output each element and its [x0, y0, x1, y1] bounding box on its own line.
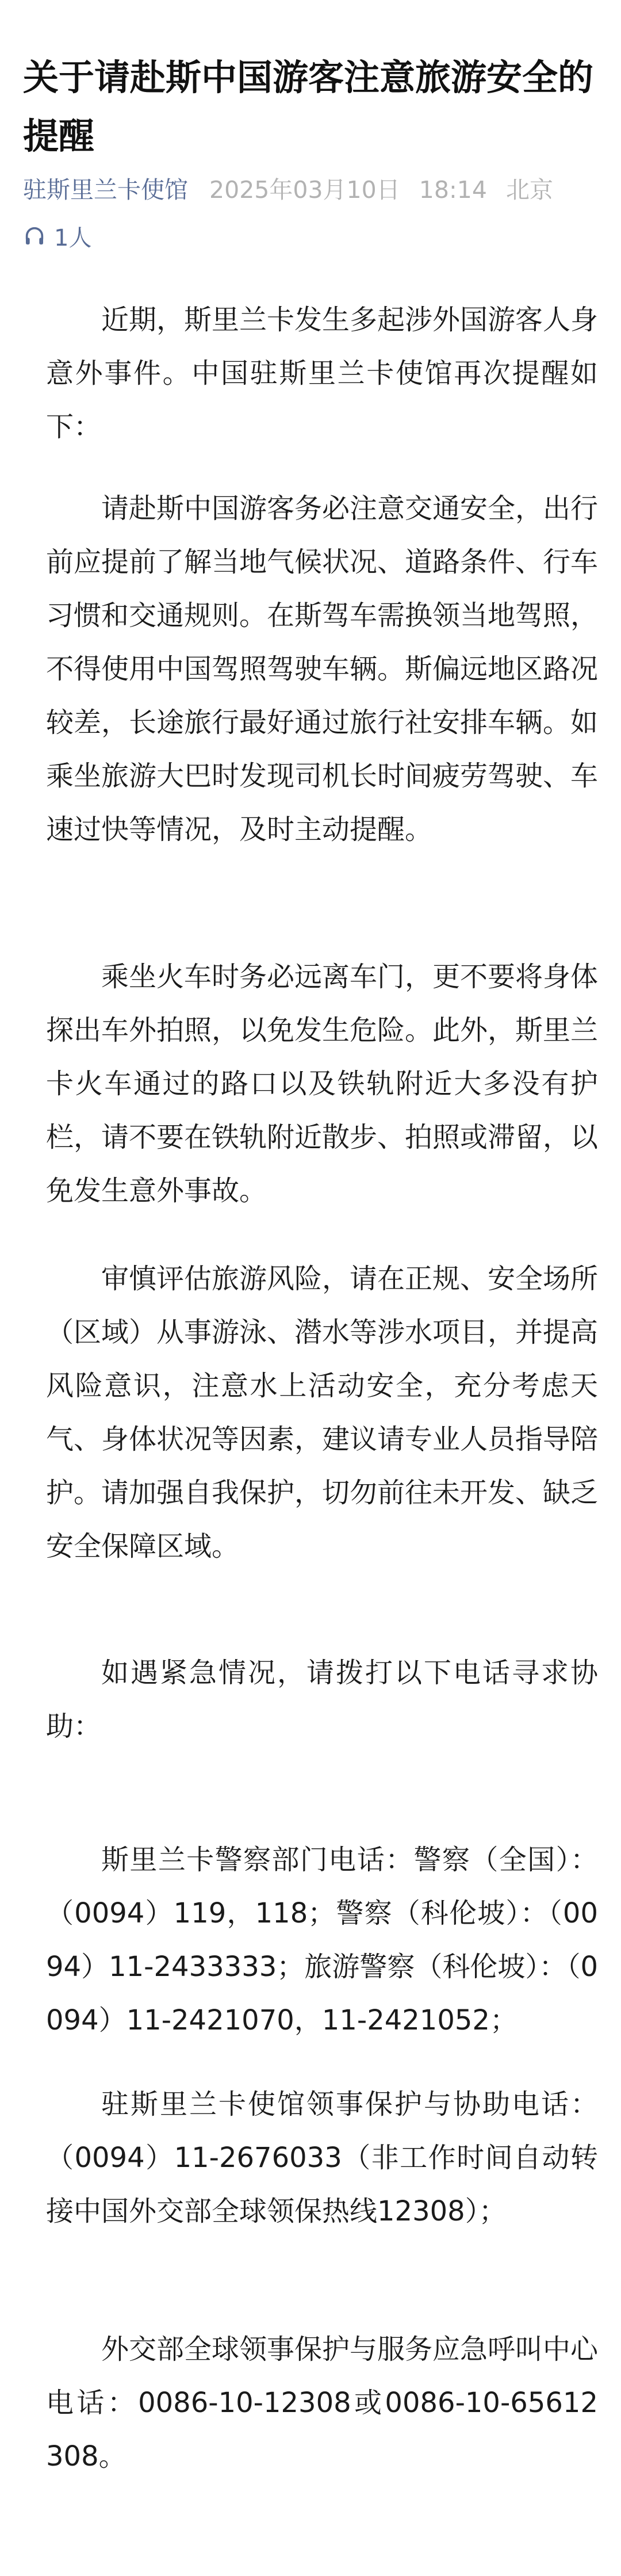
paragraph-emergency-intro: 如遇紧急情况，请拨打以下电话寻求协助：	[46, 1657, 598, 1742]
paragraph-water-safety: 审慎评估旅游风险，请在正规、安全场所（区域）从事游泳、潜水等涉水项目，并提高风险意识，注意水上活动安全，充分考虑天气、身体状况等因素，建议请专业人员指导陪护。请加强自我保护，切勿前往未开发、缺乏安全保障区域。	[46, 1263, 599, 1562]
listen-button[interactable]	[23, 217, 91, 254]
publish-time: 18:14	[419, 176, 487, 204]
publish-location: 北京	[505, 176, 553, 204]
publish-date: 2025年03月10日	[209, 176, 400, 204]
paragraph-mfa-hotline: 外交部全球领事保护与服务应急呼叫中心电话：0086-10-12308或0086-10-65612308。	[46, 2333, 599, 2472]
listen-count: 1人	[54, 224, 92, 251]
paragraph-police-phones: 斯里兰卡警察部门电话：警察（全国）：（0094）119，118；警察（科伦坡）：（0094）11-2433333；旅游警察（科伦坡）：（0094）11-2421070，11-2421052；	[46, 1844, 598, 2036]
article-meta	[23, 171, 598, 208]
headphones-icon	[23, 224, 46, 247]
paragraph-embassy-phone: 驻斯里兰卡使馆领事保护与协助电话：（0094）11-2676033（非工作时间自动转接中国外交部全球领保热线12308）；	[46, 2088, 598, 2227]
account-name-link[interactable]: 驻斯里兰卡使馆	[23, 176, 188, 204]
paragraph-intro: 近期，斯里兰卡发生多起涉外国游客人身意外事件。中国驻斯里兰卡使馆再次提醒如下：	[46, 304, 599, 443]
paragraph-traffic-safety: 请赴斯中国游客务必注意交通安全，出行前应提前了解当地气候状况、道路条件、行车习惯和交通规则。在斯驾车需换领当地驾照，不得使用中国驾照驾驶车辆。斯偏远地区路况较差，长途旅行最好通过旅行社安排车辆。如乘坐旅游大巴时发现司机长时间疲劳驾驶、车速过快等情况，及时主动提醒。	[46, 492, 599, 846]
article-title: 关于请赴斯中国游客注意旅游安全的提醒	[23, 56, 594, 157]
paragraph-train-safety: 乘坐火车时务必远离车门，更不要将身体探出车外拍照，以免发生危险。此外，斯里兰卡火车通过的路口以及铁轨附近大多没有护栏，请不要在铁轨附近散步、拍照或滞留，以免发生意外事故。	[46, 961, 599, 1207]
